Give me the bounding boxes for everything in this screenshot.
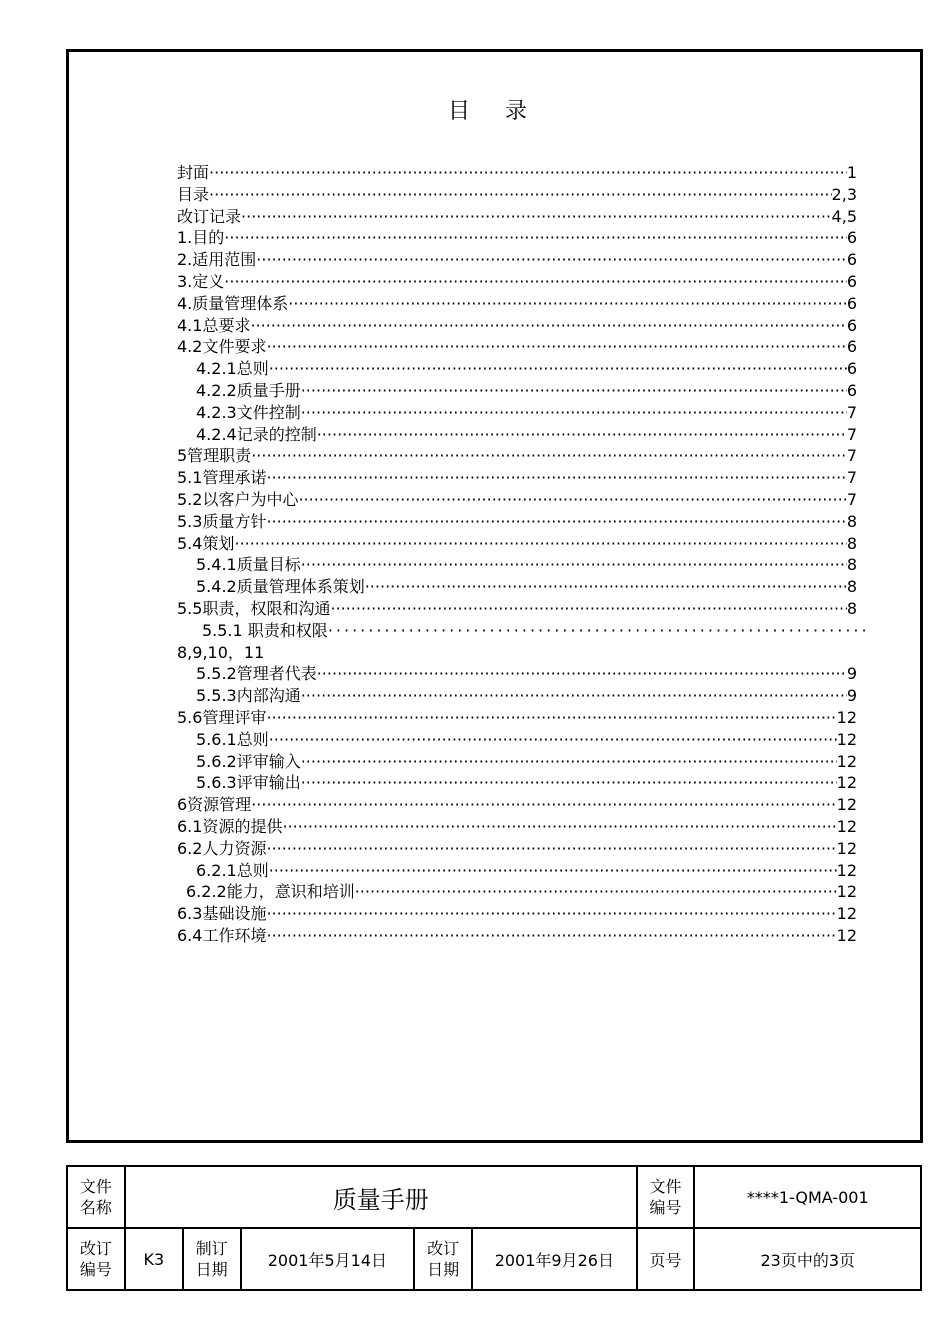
toc-entry-title: 5管理职责 — [177, 446, 252, 466]
toc-entry — [177, 751, 857, 773]
doc-name-label: 文件 名称 — [67, 1166, 125, 1228]
toc-entry — [177, 184, 857, 206]
toc-entry — [177, 336, 857, 358]
toc-entry — [177, 554, 857, 576]
toc-entry-title: 4.1总要求 — [177, 315, 251, 335]
toc-entry-page: 12 — [836, 707, 857, 727]
toc-entry-title: 4.2.1总则 — [196, 359, 269, 379]
toc-leader-dots — [256, 249, 847, 271]
toc-entry-title: 6.1资源的提供 — [177, 816, 283, 836]
toc-entry — [177, 249, 857, 271]
toc-entry-page: 8 — [846, 598, 857, 618]
toc-entry — [177, 903, 857, 925]
rev-no-label: 改订 编号 — [67, 1228, 125, 1290]
toc-entry-title: 6资源管理 — [177, 795, 252, 815]
toc-entry-title: 5.3质量方针 — [177, 511, 267, 531]
toc-entry-title: 4.2.2质量手册 — [196, 380, 301, 400]
toc-entry-page: 7 — [846, 402, 857, 422]
toc-leader-dots — [301, 402, 847, 424]
toc-entry — [177, 206, 857, 228]
toc-entry-title: 6.2.1总则 — [196, 860, 269, 880]
toc-leader-dots — [266, 467, 846, 489]
toc-leader-dots — [234, 533, 846, 555]
toc-entry-page: 8 — [846, 577, 857, 597]
made-date-label: 制订 日期 — [183, 1228, 241, 1290]
toc-entry-page: 6 — [846, 293, 857, 313]
toc-entry-title: 5.4.1质量目标 — [196, 555, 301, 575]
toc-leader-dots — [224, 271, 847, 293]
toc-leader-dots — [317, 424, 847, 446]
toc-entry-page: 12 — [836, 838, 857, 858]
toc-title: 目 录 — [448, 99, 541, 124]
toc-leader-dots — [269, 729, 837, 751]
toc-entry-page: 6 — [846, 337, 857, 357]
toc-entry-page: 7 — [846, 489, 857, 509]
toc-entry-title: 5.6.2评审输入 — [196, 751, 301, 771]
toc-leader-dots — [301, 751, 837, 773]
toc-entry-page: 12 — [836, 729, 857, 749]
toc-leader-dots — [250, 315, 846, 337]
toc-entry — [177, 489, 857, 511]
toc-entry-page: 8 — [846, 555, 857, 575]
toc-leader-dots — [209, 162, 847, 184]
toc-leader-dots — [224, 227, 847, 249]
toc-leader-dots — [269, 358, 847, 380]
toc-entry-page: 12 — [836, 882, 857, 902]
rev-date-label: 改订 日期 — [414, 1228, 472, 1290]
doc-title: 质量手册 — [125, 1166, 637, 1228]
toc-entry-title: 5.6.3评审输出 — [196, 773, 301, 793]
toc-entry-title: 6.4工作环境 — [177, 925, 267, 945]
toc-entry-title: 5.4.2质量管理体系策划 — [196, 577, 365, 597]
toc-entry-title: 改订记录 — [177, 206, 242, 226]
toc-leader-dots — [301, 554, 847, 576]
toc-entry — [177, 860, 857, 882]
document-info-table — [66, 1165, 922, 1291]
table-of-contents — [177, 162, 857, 947]
toc-entry: 8,9,10，11 — [177, 642, 265, 662]
toc-leader-dots — [282, 816, 836, 838]
toc-entry-title: 5.5.1 职责和权限 — [202, 620, 328, 640]
toc-entry-page: 12 — [836, 751, 857, 771]
toc-leader-dots — [298, 489, 846, 511]
toc-entry-title: 1.目的 — [177, 228, 225, 248]
page-value: 23页中的3页 — [694, 1228, 921, 1290]
toc-entry-title: 3.定义 — [177, 271, 225, 291]
toc-entry — [177, 315, 857, 337]
toc-entry-title: 5.1管理承诺 — [177, 468, 267, 488]
toc-entry — [177, 925, 857, 947]
toc-entry-title: 封面 — [177, 163, 210, 182]
toc-entry — [177, 271, 857, 293]
toc-entry — [177, 162, 857, 184]
toc-entry-title: 4.质量管理体系 — [177, 293, 289, 313]
toc-entry-page: 12 — [836, 816, 857, 836]
toc-entry — [177, 598, 857, 620]
doc-no-label: 文件 编号 — [637, 1166, 695, 1228]
rev-no: K3 — [125, 1228, 183, 1290]
toc-entry-title: 5.5职责，权限和沟通 — [177, 598, 331, 618]
toc-leader-dots — [330, 598, 846, 620]
toc-entry-title: 5.5.2管理者代表 — [196, 664, 317, 684]
toc-leader-dots — [301, 685, 847, 707]
toc-entry — [177, 511, 857, 533]
toc-leader-dots — [301, 772, 837, 794]
toc-entry-page: 1 — [846, 163, 857, 182]
toc-entry — [177, 881, 857, 903]
toc-leader-dots — [328, 620, 867, 642]
toc-leader-dots — [266, 707, 836, 729]
toc-entry-title: 4.2.3文件控制 — [196, 402, 301, 422]
toc-entry-title: 6.3基础设施 — [177, 904, 267, 924]
toc-entry — [177, 663, 857, 685]
toc-leader-dots — [355, 881, 837, 903]
toc-entry-page: 12 — [836, 795, 857, 815]
toc-entry-title: 5.4策划 — [177, 533, 235, 553]
toc-entry-title: 6.2.2能力，意识和培训 — [186, 882, 355, 902]
toc-entry-title: 5.6管理评审 — [177, 707, 267, 727]
toc-leader-dots — [365, 576, 847, 598]
toc-entry-page: 6 — [846, 250, 857, 270]
toc-entry-title: 4.2.4记录的控制 — [196, 424, 317, 444]
toc-entry-page: 8 — [846, 511, 857, 531]
toc-entry-title: 5.5.3内部沟通 — [196, 686, 301, 706]
toc-entry-page: 12 — [836, 925, 857, 945]
toc-entry-page: 6 — [846, 228, 857, 248]
toc-entry-page: 9 — [846, 664, 857, 684]
toc-entry — [177, 685, 857, 707]
toc-entry — [177, 424, 857, 446]
toc-entry-page: 6 — [846, 359, 857, 379]
toc-leader-dots — [301, 380, 847, 402]
toc-entry — [177, 576, 857, 598]
toc-entry — [177, 467, 857, 489]
toc-entry-page: 6 — [846, 271, 857, 291]
toc-entry-title: 4.2文件要求 — [177, 337, 267, 357]
toc-entry-title: 目录 — [177, 184, 210, 204]
toc-entry-page: 4,5 — [831, 206, 857, 226]
toc-leader-dots — [266, 903, 836, 925]
toc-leader-dots — [241, 206, 832, 228]
toc-entry-page: 12 — [836, 904, 857, 924]
toc-entry — [177, 620, 867, 642]
toc-entry-page: 9 — [846, 686, 857, 706]
toc-leader-dots — [266, 838, 836, 860]
toc-entry — [177, 772, 857, 794]
toc-leader-dots — [209, 184, 832, 206]
toc-entry-title: 6.2人力资源 — [177, 838, 267, 858]
content-frame — [66, 49, 923, 1143]
toc-entry — [177, 794, 857, 816]
toc-entry-page: 7 — [846, 468, 857, 488]
toc-entry-page: 12 — [836, 773, 857, 793]
toc-entry — [177, 227, 857, 249]
toc-leader-dots — [269, 860, 837, 882]
toc-entry — [177, 816, 857, 838]
toc-entry — [177, 380, 857, 402]
toc-entry-title: 5.6.1总则 — [196, 729, 269, 749]
toc-entry-page: 7 — [846, 446, 857, 466]
toc-leader-dots — [251, 445, 847, 467]
toc-leader-dots — [266, 925, 836, 947]
toc-entry-page: 6 — [846, 380, 857, 400]
toc-entry-page: 2,3 — [831, 184, 857, 204]
toc-entry — [177, 358, 857, 380]
toc-entry — [177, 729, 857, 751]
toc-entry — [177, 445, 857, 467]
toc-entry-page: 12 — [836, 860, 857, 880]
toc-entry-title: 5.2以客户为中心 — [177, 489, 299, 509]
toc-entry-page: 8 — [846, 533, 857, 553]
toc-leader-dots — [266, 511, 846, 533]
toc-leader-dots — [266, 336, 846, 358]
toc-entry-page: 7 — [846, 424, 857, 444]
toc-entry — [177, 293, 857, 315]
toc-entry-page: 6 — [846, 315, 857, 335]
toc-leader-dots — [317, 663, 847, 685]
toc-entry — [177, 707, 857, 729]
toc-leader-dots — [251, 794, 836, 816]
made-date: 2001年5月14日 — [241, 1228, 415, 1290]
doc-no: ****1-QMA-001 — [694, 1166, 921, 1228]
toc-entry-title: 2.适用范围 — [177, 250, 257, 270]
toc-entry — [177, 838, 857, 860]
page-label: 页号 — [637, 1228, 695, 1290]
toc-entry — [177, 533, 857, 555]
toc-entry — [177, 402, 857, 424]
rev-date: 2001年9月26日 — [472, 1228, 637, 1290]
toc-leader-dots — [288, 293, 847, 315]
